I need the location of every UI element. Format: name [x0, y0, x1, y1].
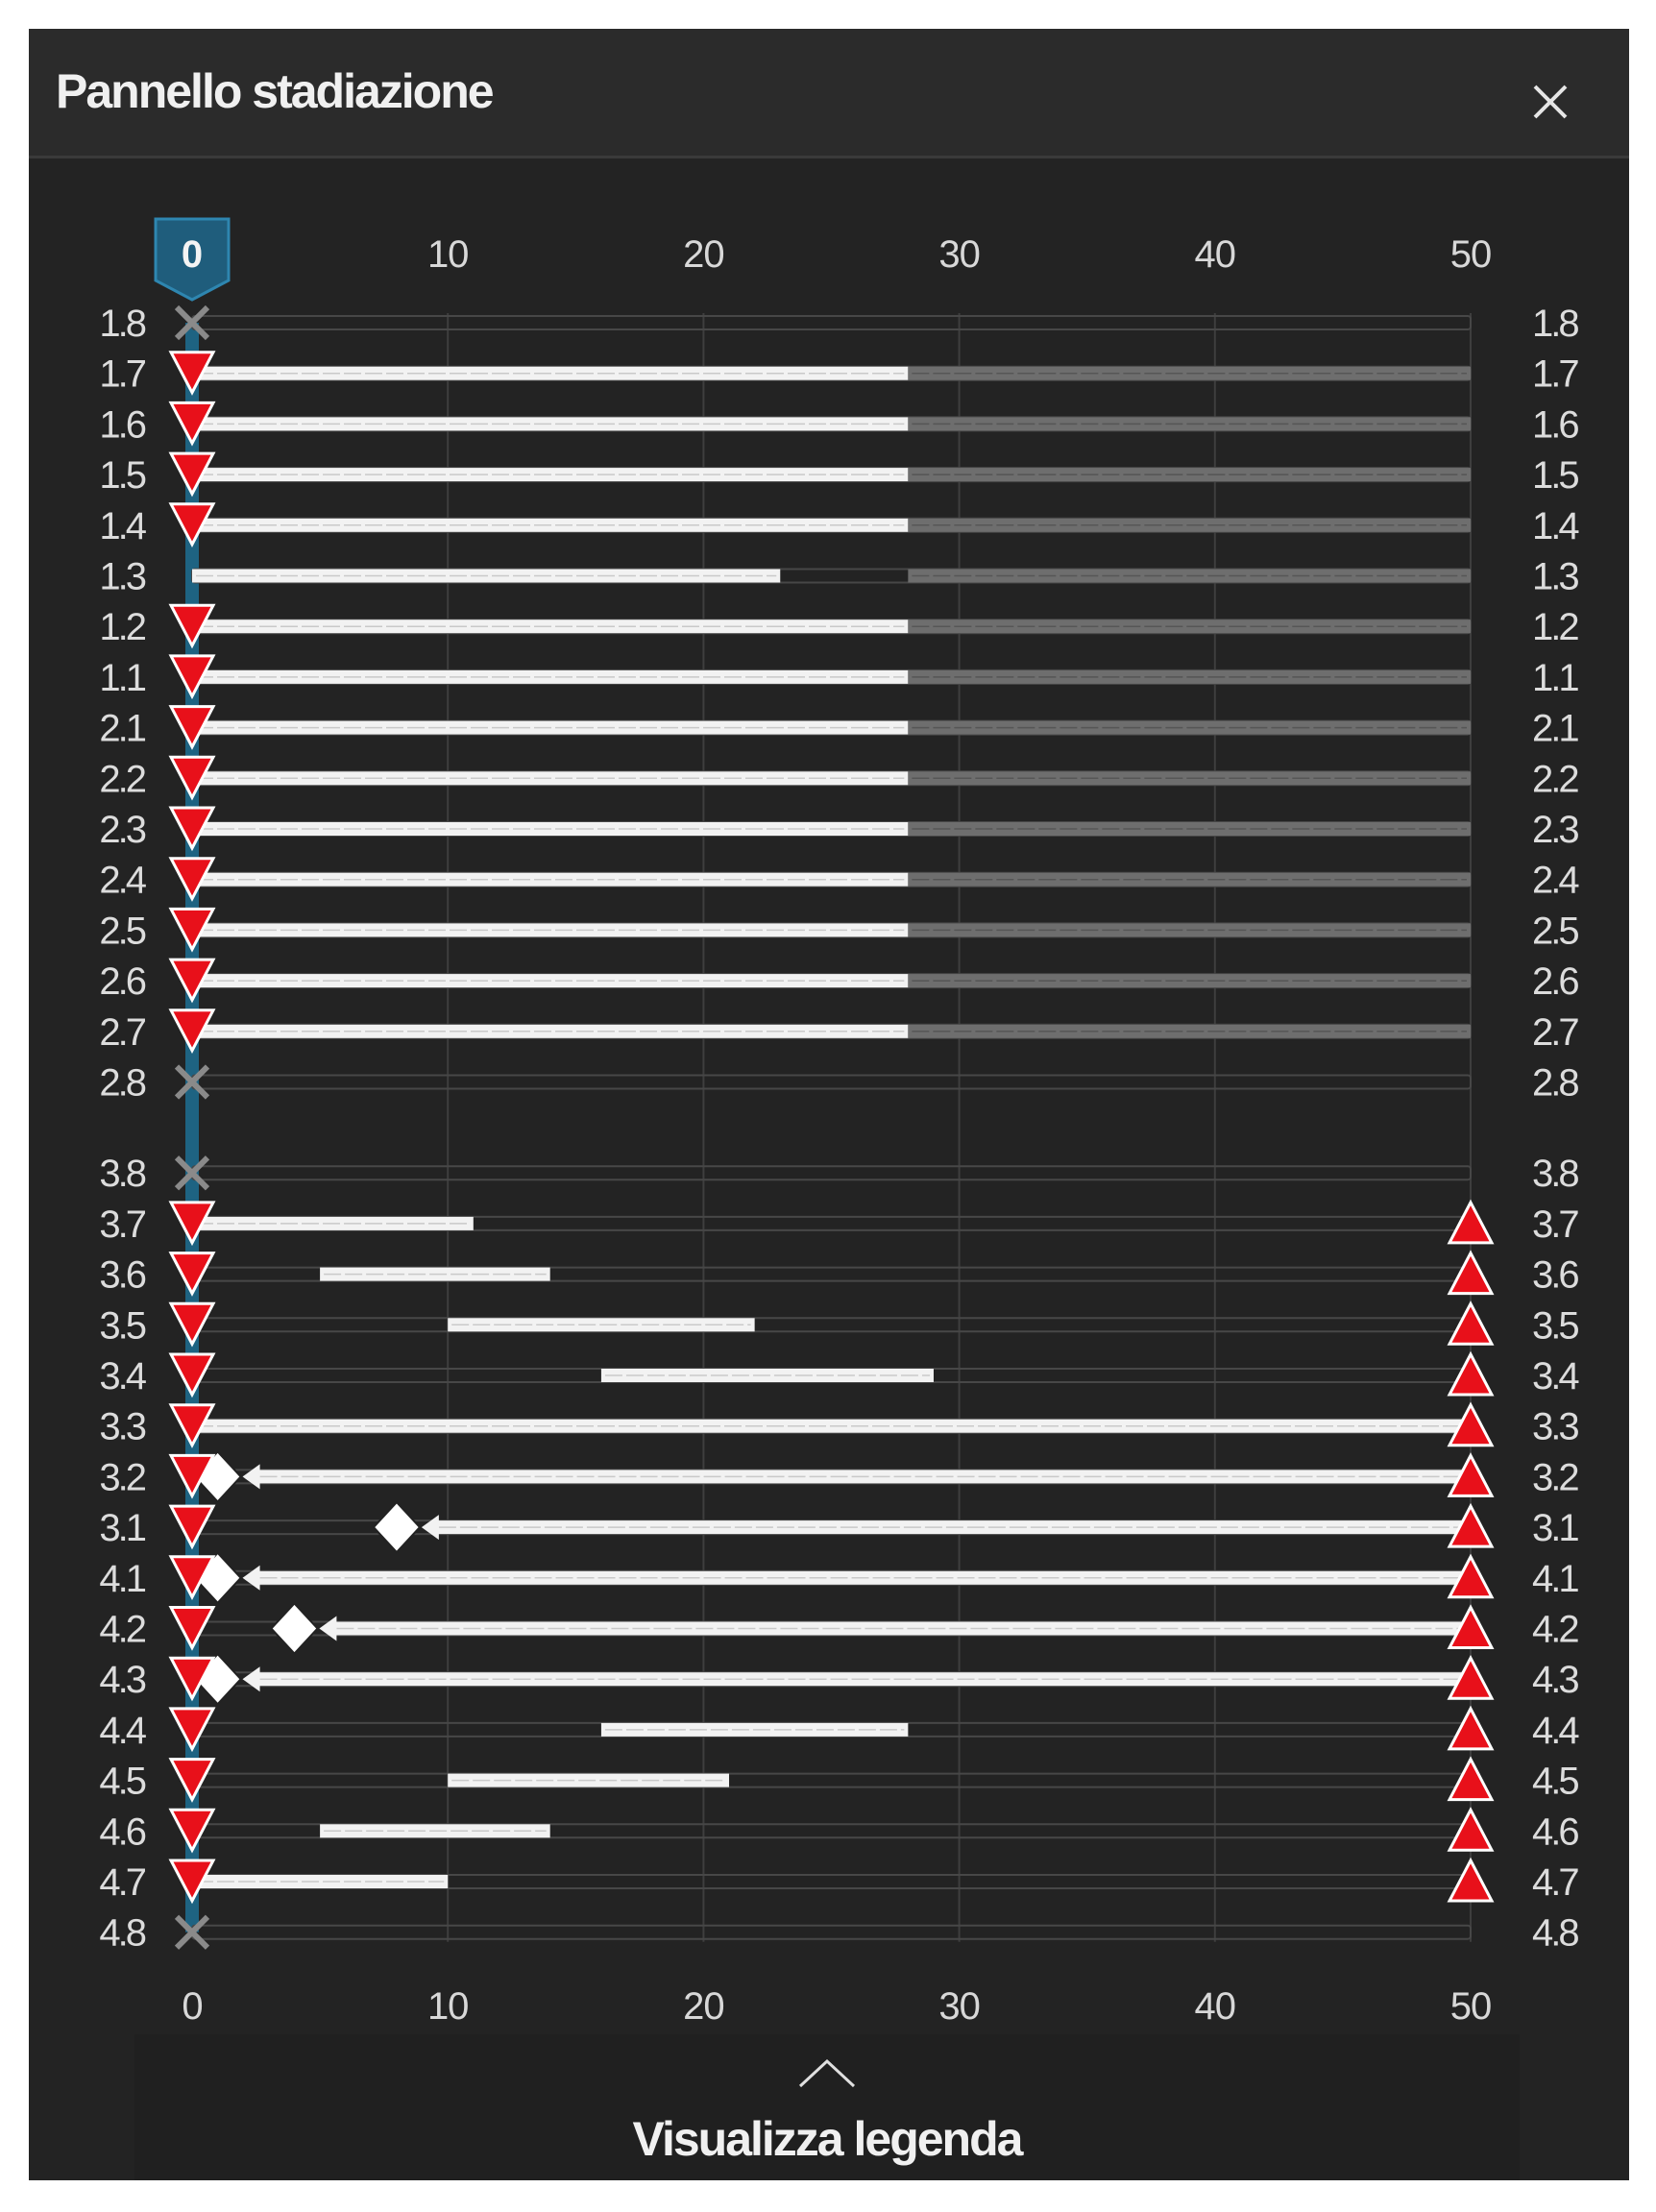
row-label-left: 3.4	[99, 1355, 144, 1398]
up-triangle-icon	[1449, 1303, 1492, 1344]
row-label-right: 2.3	[1532, 809, 1577, 851]
row-label-left: 3.3	[99, 1405, 144, 1448]
row-label-left: 1.6	[99, 403, 144, 447]
row-label-left: 1.4	[99, 504, 144, 547]
row-label-left: 1.5	[99, 454, 144, 498]
x-tick-label-top: 10	[426, 233, 469, 276]
row-label-right: 4.2	[1532, 1608, 1577, 1651]
down-triangle-icon	[171, 1760, 213, 1800]
row-label-left: 4.6	[99, 1811, 144, 1854]
down-triangle-icon	[171, 1709, 213, 1749]
row-label-left: 3.1	[99, 1507, 144, 1550]
x-tick-label-bottom: 10	[426, 1985, 469, 2027]
row-label-left: 1.7	[99, 352, 144, 396]
row-label-right: 1.4	[1532, 504, 1577, 547]
row-label-right: 2.1	[1532, 707, 1577, 750]
x-tick-label-top: 20	[683, 233, 724, 276]
row-label-right: 4.8	[1532, 1911, 1577, 1955]
row-label-right: 3.7	[1532, 1203, 1577, 1246]
row-label-left: 1.2	[99, 606, 144, 649]
diamond-marker-icon	[374, 1502, 420, 1552]
row-label-right: 4.3	[1532, 1659, 1577, 1702]
row-label-right: 4.4	[1532, 1709, 1577, 1752]
row-label-right: 1.5	[1532, 454, 1577, 498]
row-label-right: 4.1	[1532, 1557, 1577, 1600]
row-label-right: 1.8	[1532, 303, 1577, 345]
row-label-left: 4.2	[99, 1608, 144, 1651]
arrowhead-icon	[243, 1566, 260, 1591]
arrowhead-icon	[422, 1515, 439, 1540]
row-track	[192, 316, 1471, 329]
down-triangle-icon	[171, 1506, 213, 1546]
row-label-left: 4.4	[99, 1709, 144, 1752]
row-label-right: 3.4	[1532, 1355, 1577, 1398]
row-track	[192, 1076, 1471, 1089]
down-triangle-icon	[171, 1303, 213, 1344]
chevron-up-icon	[798, 2055, 856, 2090]
row-track	[192, 1774, 1471, 1787]
arrowhead-icon	[243, 1666, 260, 1691]
up-triangle-icon	[1449, 1354, 1492, 1395]
row-label-right: 3.2	[1532, 1456, 1577, 1499]
row-label-right: 1.3	[1532, 555, 1577, 598]
x-tick-label-bottom: 30	[938, 1985, 980, 2027]
row-label-right: 1.7	[1532, 352, 1577, 396]
row-label-right: 2.8	[1532, 1061, 1577, 1105]
legend-toggle-button[interactable]	[134, 2034, 1520, 2180]
row-label-right: 3.5	[1532, 1304, 1577, 1348]
x-tick-label-bottom: 50	[1449, 1985, 1492, 2027]
down-triangle-icon	[171, 1608, 213, 1648]
up-triangle-icon	[1449, 1810, 1492, 1850]
x-tick-label-bottom: 0	[182, 1985, 203, 2027]
row-label-right: 4.7	[1532, 1861, 1577, 1904]
row-label-right: 1.1	[1532, 656, 1577, 699]
row-label-left: 1.1	[99, 656, 144, 699]
legend-label: Visualizza legenda	[632, 2112, 1022, 2166]
row-label-left: 2.7	[99, 1010, 144, 1054]
down-triangle-icon	[171, 1354, 213, 1395]
diamond-marker-icon	[271, 1604, 317, 1654]
row-label-left: 4.7	[99, 1861, 144, 1904]
row-label-left: 2.2	[99, 758, 144, 801]
row-label-right: 2.6	[1532, 960, 1577, 1004]
row-label-right: 4.6	[1532, 1811, 1577, 1854]
row-label-left: 4.5	[99, 1760, 144, 1803]
row-label-right: 2.7	[1532, 1010, 1577, 1054]
row-label-right: 2.2	[1532, 758, 1577, 801]
up-triangle-icon	[1449, 1203, 1492, 1243]
row-label-right: 3.1	[1532, 1507, 1577, 1550]
arrowhead-icon	[243, 1464, 260, 1489]
x-tick-label-top: 30	[938, 233, 980, 276]
row-label-left: 3.2	[99, 1456, 144, 1499]
row-label-left: 2.6	[99, 960, 144, 1004]
row-label-right: 2.4	[1532, 859, 1577, 902]
row-label-left: 3.5	[99, 1304, 144, 1348]
row-label-left: 3.7	[99, 1203, 144, 1246]
row-label-left: 2.4	[99, 859, 144, 902]
row-label-left: 2.1	[99, 707, 144, 750]
row-label-right: 3.6	[1532, 1253, 1577, 1297]
up-triangle-icon	[1449, 1709, 1492, 1749]
current-position-cursor[interactable]	[156, 219, 229, 300]
row-track	[192, 1926, 1471, 1939]
staging-panel	[29, 29, 1629, 2180]
x-tick-label-bottom: 20	[683, 1985, 724, 2027]
row-label-left: 2.5	[99, 910, 144, 953]
row-label-left: 3.8	[99, 1153, 144, 1196]
cursor-value: 0	[181, 233, 204, 276]
row-label-right: 4.5	[1532, 1760, 1577, 1803]
row-track	[192, 1318, 1471, 1331]
up-triangle-icon	[1449, 1760, 1492, 1800]
x-tick-label-top: 50	[1449, 233, 1492, 276]
arrowhead-icon	[319, 1616, 336, 1641]
down-triangle-icon	[171, 1810, 213, 1850]
row-label-left: 1.3	[99, 555, 144, 598]
up-triangle-icon	[1449, 1253, 1492, 1294]
row-label-left: 3.6	[99, 1253, 144, 1297]
row-label-left: 4.3	[99, 1659, 144, 1702]
row-label-left: 4.8	[99, 1911, 144, 1955]
row-label-right: 1.2	[1532, 606, 1577, 649]
row-label-right: 1.6	[1532, 403, 1577, 447]
row-label-right: 3.8	[1532, 1153, 1577, 1196]
x-tick-label-bottom: 40	[1194, 1985, 1236, 2027]
row-label-left: 2.3	[99, 809, 144, 851]
panel-title: Pannello stadiazione	[56, 64, 493, 118]
row-label-left: 4.1	[99, 1557, 144, 1600]
row-label-right: 2.5	[1532, 910, 1577, 953]
staging-chart	[29, 29, 1629, 2027]
row-label-right: 3.3	[1532, 1405, 1577, 1448]
row-label-left: 2.8	[99, 1061, 144, 1105]
row-track	[192, 1166, 1471, 1179]
x-tick-label-top: 40	[1194, 233, 1236, 276]
up-triangle-icon	[1449, 1860, 1492, 1901]
down-triangle-icon	[171, 1253, 213, 1294]
row-label-left: 1.8	[99, 303, 144, 345]
